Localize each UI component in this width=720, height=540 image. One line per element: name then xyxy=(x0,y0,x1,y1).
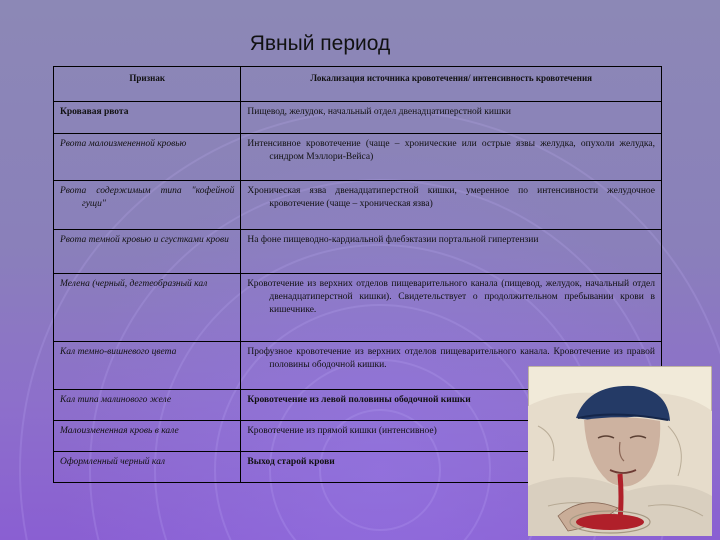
location-cell: Профузное кровотечение из верхних отделов пищеварительного канала. Кровотечение из правой половины ободочной кишки. xyxy=(241,342,662,390)
table-row xyxy=(54,274,662,342)
table-header-row xyxy=(54,67,662,102)
sign-cell: Рвота содержимым типа "кофейной гущи" xyxy=(54,181,241,230)
sign-cell: Рвота темной кровью и сгустками крови xyxy=(54,230,241,274)
sign-cell: Оформленный черный кал xyxy=(54,452,241,483)
sign-cell: Рвота малоизмененной кровью xyxy=(54,134,241,181)
table-row xyxy=(54,134,662,181)
location-cell: На фоне пищеводно-кардиальной флебэктазии портальной гипертензии xyxy=(241,230,662,274)
location-cell: Кровотечение из левой половины ободочной кишки xyxy=(241,390,662,421)
location-cell: Хроническая язва двенадцатиперстной кишки, умеренное по интенсивности желудочное кровотечение (чаще – хроническая язва) xyxy=(241,181,662,230)
location-cell: Пищевод, желудок, начальный отдел двенадцатиперстной кишки xyxy=(241,102,662,134)
location-cell: Выход старой крови xyxy=(241,452,662,483)
sign-cell: Кал темно-вишневого цвета xyxy=(54,342,241,390)
location-cell: Кровотечение из верхних отделов пищеварительного канала (пищевод, желудок, начальный отдел двенадцатиперстной кишки). Свидетельствует о продолжительном пребывании крови в кишечнике. xyxy=(241,274,662,342)
header-location: Локализация источника кровотечения/ интенсивность кровотечения xyxy=(241,67,662,102)
sign-cell: Кал типа малинового желе xyxy=(54,390,241,421)
table-row xyxy=(54,230,662,274)
location-cell: Кровотечение из прямой кишки (интенсивное) xyxy=(241,421,662,452)
patient-illustration xyxy=(528,366,712,536)
table-row xyxy=(54,102,662,134)
sign-cell: Мелена (черный, дегтеобразный кал xyxy=(54,274,241,342)
table-row xyxy=(54,181,662,230)
slide-title: Явный период xyxy=(249,32,391,55)
header-sign: Признак xyxy=(54,67,241,102)
sign-cell: Кровавая рвота xyxy=(54,102,241,134)
sign-cell: Малоизмененная кровь в кале xyxy=(54,421,241,452)
location-cell: Интенсивное кровотечение (чаще – хронические или острые язвы желудка, опухоли желудка, синдром Мэллори-Вейса) xyxy=(241,134,662,181)
